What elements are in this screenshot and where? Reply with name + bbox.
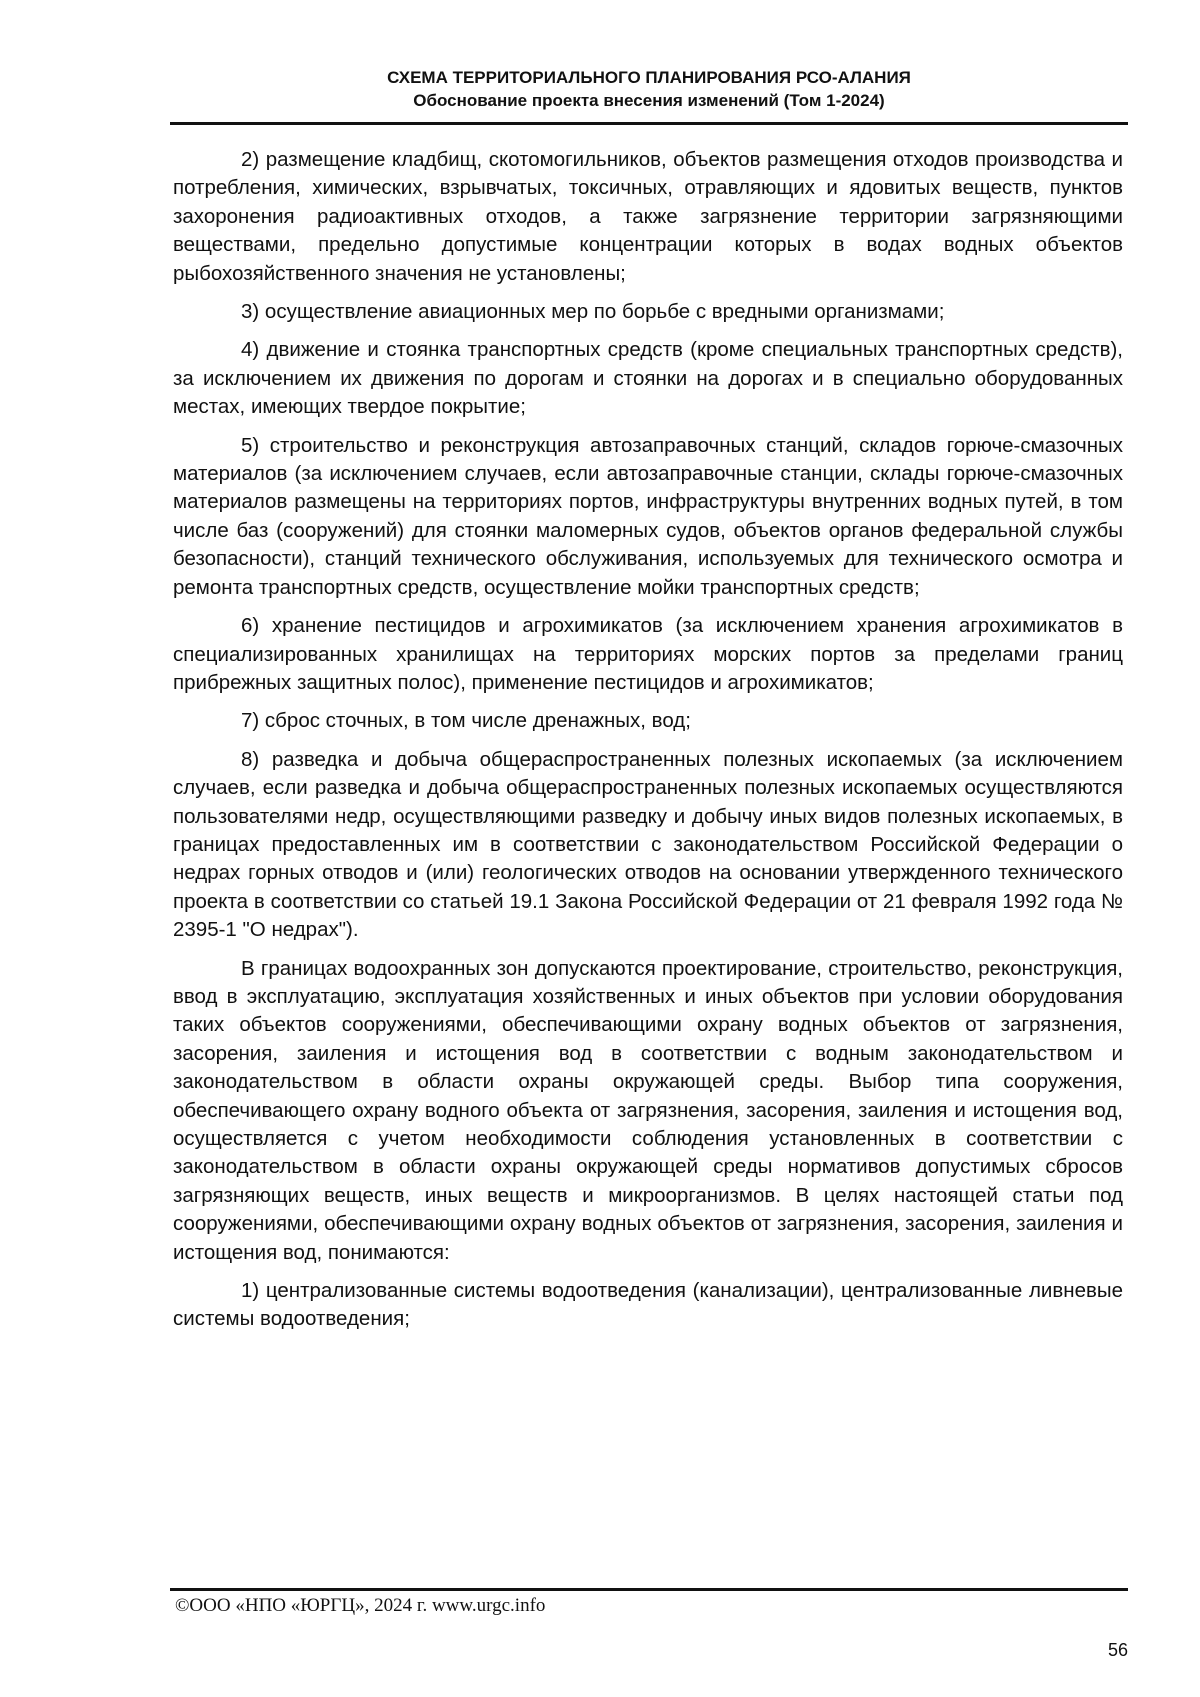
- paragraph: 8) разведка и добыча общераспространенных полезных ископаемых (за исключением случаев, если разведка и добыча общераспространенных полезных ископаемых осуществляются пользователями недр, осуществляющими разведку и добычу иных видов полезных ископаемых, в границах предоставленных им в соответствии с законодательством Российской Федерации о недрах горных отводов и (или) геологических отводов на основании утвержденного технического проекта в соответствии со статьей 19.1 Закона Российской Федерации от 21 февраля 1992 года № 2395-1 "О недрах").: [173, 747, 1123, 942]
- paragraph: 7) сброс сточных, в том числе дренажных, вод;: [241, 709, 691, 733]
- body-text: [173, 146, 1123, 1344]
- paragraph: 3) осуществление авиационных мер по борьбе с вредными организмами;: [241, 300, 945, 324]
- page-number: 56: [1107, 1640, 1128, 1660]
- paragraph: 5) строительство и реконструкция автозаправочных станций, складов горюче-смазочных материалов (за исключением случаев, если автозаправочные станции, склады горюче-смазочных материалов размещены на территориях портов, инфраструктуры внутренних водных путей, в том числе баз (сооружений) для стоянки маломерных судов, объектов органов федеральной службы безопасности), станций технического обслуживания, используемых для технического осмотра и ремонта транспортных средств, осуществление мойки транспортных средств;: [173, 433, 1123, 599]
- paragraph: 6) хранение пестицидов и агрохимикатов (за исключением хранения агрохимикатов в специализированных хранилищах на территориях морских портов за пределами границ прибрежных защитных полос), применение пестицидов и агрохимикатов;: [173, 614, 1123, 694]
- paragraph: 2) размещение кладбищ, скотомогильников, объектов размещения отходов производства и потребления, химических, взрывчатых, токсичных, отравляющих и ядовитых веществ, пунктов захоронения радиоактивных отходов, а также загрязнение территории загрязняющими веществами, предельно допустимые концентрации которых в водах водных объектов рыбохозяйственного значения не установлены;: [173, 148, 1123, 285]
- paragraph: 1) централизованные системы водоотведения (канализации), централизованные ливневые системы водоотведения;: [173, 1279, 1123, 1331]
- header-title: СХЕМА ТЕРРИТОРИАЛЬНОГО ПЛАНИРОВАНИЯ РСО-АЛАНИЯ: [387, 68, 911, 87]
- footer-copyright: ©ООО «НПО «ЮРГЦ», 2024 г. www.urgc.info: [175, 1595, 546, 1616]
- paragraph: В границах водоохранных зон допускаются проектирование, строительство, реконструкция, ввод в эксплуатацию, эксплуатация хозяйственных и иных объектов при условии оборудования таких объектов сооружениями, обеспечивающими охрану водных объектов от загрязнения, засорения, заиления и истощения вод в соответствии с водным законодательством и законодательством в области охраны окружающей среды. Выбор типа сооружения, обеспечивающего охрану водного объекта от загрязнения, засорения, заиления и истощения вод, осуществляется с учетом необходимости соблюдения установленных в соответствии с законодательством в области охраны окружающей среды нормативов допустимых сбросов загрязняющих веществ, иных веществ и микроорганизмов. В целях настоящей статьи под сооружениями, обеспечивающими охрану водных объектов от загрязнения, засорения, заиления и истощения вод, понимаются:: [173, 956, 1123, 1264]
- header-subtitle: Обоснование проекта внесения изменений (Том 1-2024): [413, 91, 885, 110]
- footer-divider: [170, 1588, 1128, 1591]
- paragraph: 4) движение и стоянка транспортных средств (кроме специальных транспортных средств), за исключением их движения по дорогам и стоянки на дорогах и в специально оборудованных местах, имеющих твердое покрытие;: [173, 338, 1123, 419]
- page-header: [170, 66, 1128, 112]
- header-divider: [170, 122, 1128, 125]
